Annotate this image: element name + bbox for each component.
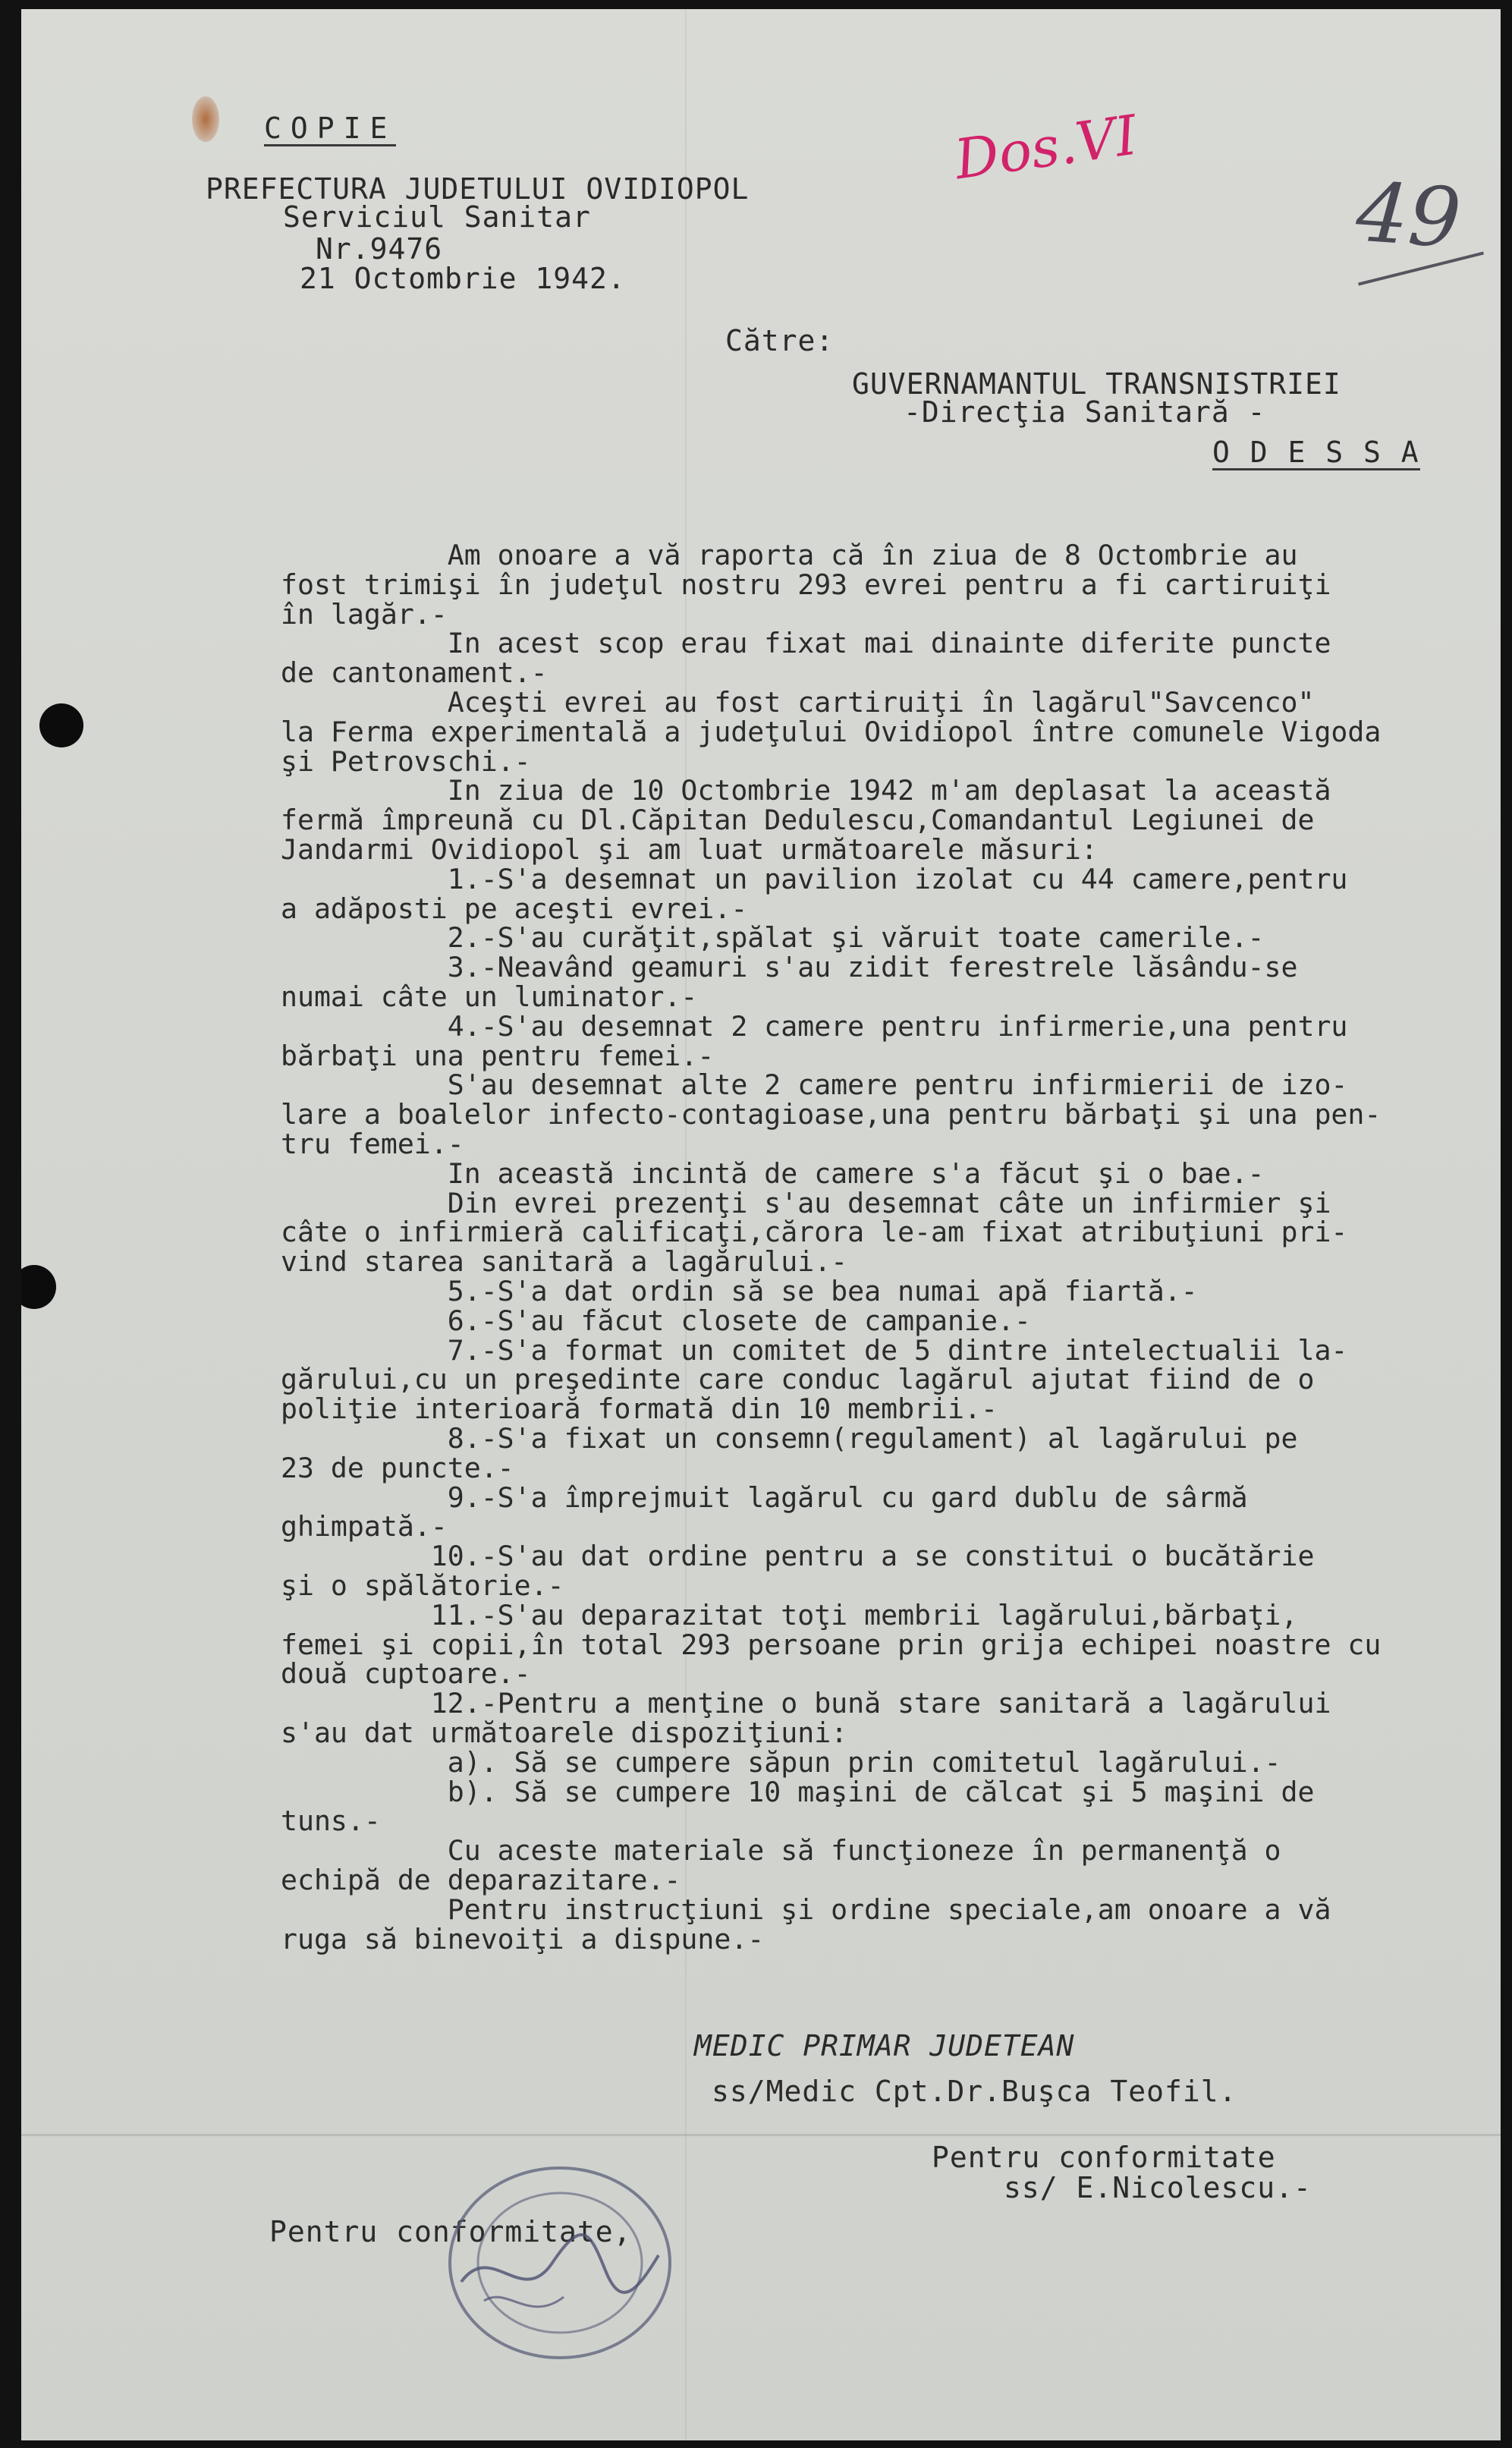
body-line: gărului,cu un preşedinte care conduc lagărul ajutat fiind de o	[281, 1363, 1315, 1396]
conformity-signer-right: ss/ E.Nicolescu.-	[1004, 2171, 1312, 2204]
body-line: In acest scop erau fixat mai dinainte diferite puncte	[281, 627, 1331, 660]
body-line: câte o infirmieră calificaţi,cărora le-am fixat atribuţiuni pri-	[281, 1216, 1348, 1249]
signature-title: MEDIC PRIMAR JUDETEAN	[694, 2029, 1075, 2063]
body-line: 8.-S'a fixat un consemn(regulament) al lagărului pe	[281, 1422, 1298, 1455]
recipient-city: O D E S S A	[1212, 436, 1420, 469]
prefecture-name: PREFECTURA JUDETULUI OVIDIOPOL	[206, 172, 750, 206]
body-line: 3.-Neavând geamuri s'au zidit ferestrele lăsându-se	[281, 951, 1298, 984]
body-line: In ziua de 10 Octombrie 1942 m'am deplasat la această	[281, 774, 1331, 807]
rust-stain	[192, 96, 219, 142]
body-line: şi Petrovschi.-	[281, 744, 531, 778]
body-line: tru femei.-	[281, 1128, 464, 1160]
body-line: 4.-S'au desemnat 2 camere pentru infirmerie,una pentru	[281, 1009, 1348, 1043]
handwritten-signature	[461, 2235, 659, 2292]
body-line: 11.-S'au deparazitat toţi membrii lagărului,bărbaţi,	[281, 1598, 1298, 1631]
body-line: S'au desemnat alte 2 camere pentru infirmierii de izo-	[281, 1068, 1348, 1102]
conformity-label-left: Pentru conformitate,	[269, 2215, 632, 2248]
body-line: 5.-S'a dat ordin să se bea numai apă fiartă.-	[281, 1275, 1198, 1307]
body-line: 6.-S'au făcut closete de campanie.-	[281, 1304, 1031, 1337]
to-label: Către:	[725, 324, 835, 357]
red-dossier-annotation: Dos.VI	[951, 102, 1142, 192]
body-line: poliţie interioară formată din 10 membrii.-	[281, 1392, 998, 1426]
body-line: 10.-S'au dat ordine pentru a se constitui o bucătărie	[281, 1540, 1315, 1573]
copy-label: COPIE	[264, 112, 397, 145]
body-line: fermă împreună cu Dl.Căpitan Dedulescu,Comandantul Legiunei de	[281, 804, 1315, 837]
body-line: In această incintă de camere s'a făcut şi o bae.-	[281, 1156, 1265, 1190]
page-number-annotation: 49	[1353, 165, 1464, 267]
conformity-label-right: Pentru conformitate	[932, 2141, 1276, 2174]
body-line: echipă de deparazitare.-	[281, 1864, 681, 1896]
body-line: Aceşti evrei au fost cartiruiţi în lagărul"Savcenco"	[281, 686, 1315, 719]
document-number: Nr.9476	[316, 232, 443, 266]
body-line: femei şi copii,în total 293 persoane prin grija echipei noastre cu	[281, 1628, 1382, 1661]
body-line: 1.-S'a desemnat un pavilion izolat cu 44 camere,pentru	[281, 862, 1348, 895]
punch-hole	[39, 703, 83, 747]
body-line: ghimpată.-	[281, 1510, 448, 1543]
official-stamp	[431, 2149, 681, 2369]
body-line: bărbaţi una pentru femei.-	[281, 1039, 715, 1072]
signature-signer: ss/Medic Cpt.Dr.Buşca Teofil.	[712, 2075, 1237, 2108]
body-line: la Ferma experimentală a judeţului Ovidiopol între comunele Vigoda	[281, 715, 1382, 748]
body-line: lare a boalelor infecto-contagioase,una pentru bărbaţi şi una pen-	[281, 1098, 1382, 1131]
body-line: a). Să se cumpere săpun prin comitetul lagărului.-	[281, 1745, 1281, 1779]
body-line: 23 de puncte.-	[281, 1451, 514, 1484]
body-line: s'au dat următoarele dispoziţiuni:	[281, 1716, 848, 1749]
document-date: 21 Octombrie 1942.	[300, 262, 626, 295]
body-line: şi o spălătorie.-	[281, 1569, 564, 1602]
body-line: tuns.-	[281, 1805, 381, 1838]
body-line: Cu aceste materiale să funcţioneze în permanenţă o	[281, 1834, 1281, 1867]
document-page	[21, 9, 1501, 2440]
body-line: Pentru instrucţiuni şi ordine speciale,am onoare a vă	[281, 1893, 1331, 1926]
body-line: Jandarmi Ovidiopol şi am luat următoarele măsuri:	[281, 833, 1098, 866]
body-line: a adăposti pe aceşti evrei.-	[281, 892, 748, 925]
body-line: 9.-S'a împrejmuit lagărul cu gard dublu de sârmă	[281, 1480, 1248, 1514]
punch-hole	[21, 1265, 56, 1309]
body-line: vind starea sanitară a lagărului.-	[281, 1245, 848, 1279]
body-line: fost trimişi în judeţul nostru 293 evrei pentru a fi cartiruiţi	[281, 568, 1331, 601]
fold-crease	[21, 2134, 1501, 2136]
body-line: de cantonament.-	[281, 656, 548, 690]
body-line: 7.-S'a format un comitet de 5 dintre intelectualii la-	[281, 1333, 1348, 1367]
body-line: ruga să binevoiţi a dispune.-	[281, 1922, 765, 1956]
body-line: două cuptoare.-	[281, 1657, 531, 1691]
service-name: Serviciul Sanitar	[283, 200, 591, 234]
recipient-department: -Direcţia Sanitară -	[904, 395, 1266, 429]
body-line: 12.-Pentru a menţine o bună stare sanitară a lagărului	[281, 1687, 1331, 1720]
body-line: 2.-S'au curăţit,spălat şi văruit toate camerile.-	[281, 921, 1265, 955]
body-line: în lagăr.-	[281, 597, 448, 631]
body-line: Din evrei prezenţi s'au desemnat câte un infirmier şi	[281, 1186, 1331, 1219]
body-line: b). Să se cumpere 10 maşini de călcat şi 5 maşini de	[281, 1775, 1315, 1808]
recipient-name: GUVERNAMANTUL TRANSNISTRIEI	[852, 367, 1341, 401]
body-line: Am onoare a vă raporta că în ziua de 8 Octombrie au	[281, 539, 1298, 571]
body-line: numai câte un luminator.-	[281, 980, 698, 1013]
